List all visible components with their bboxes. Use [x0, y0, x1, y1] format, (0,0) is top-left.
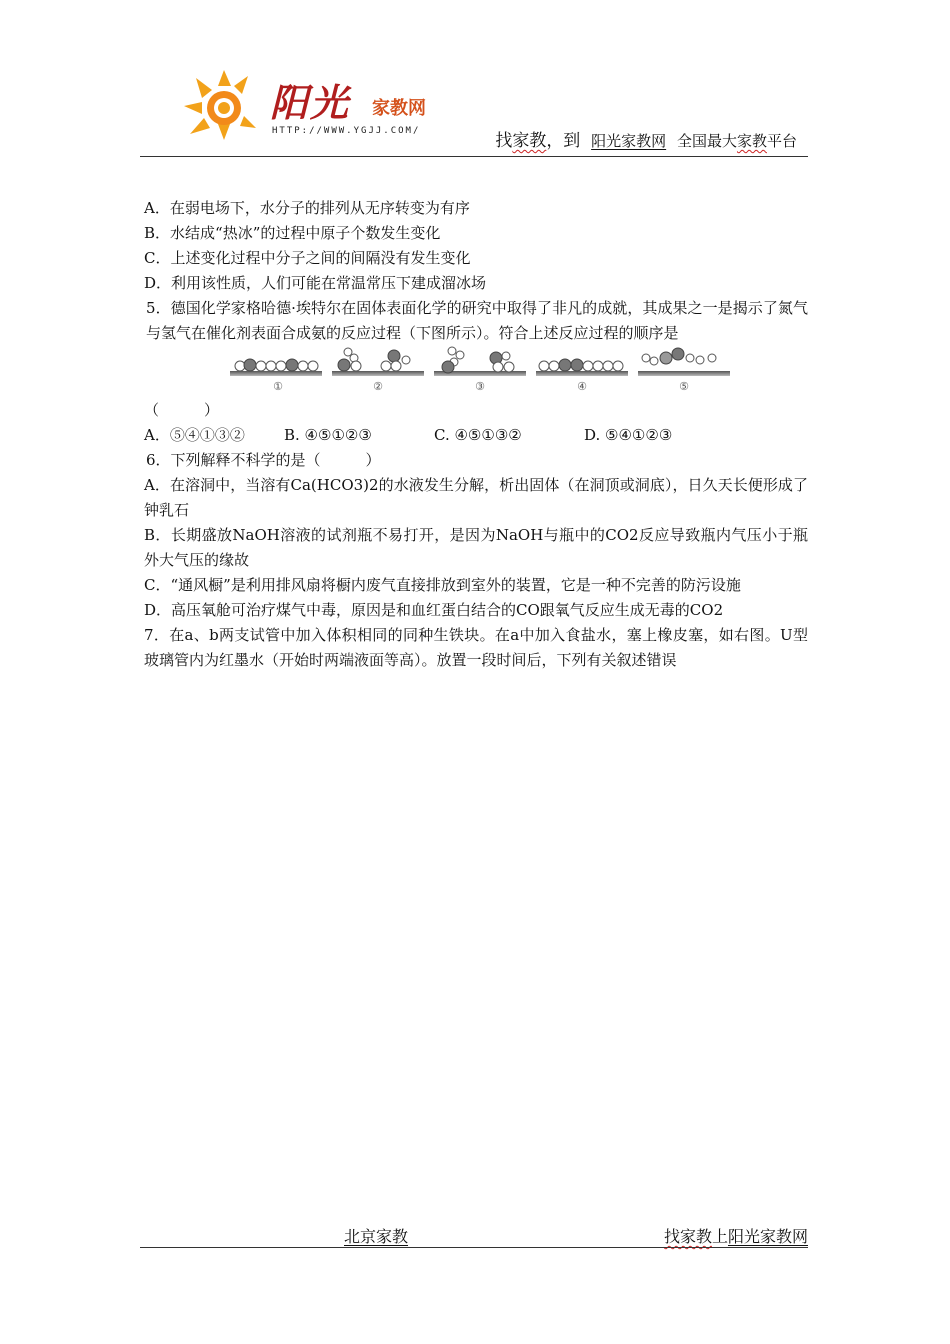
footer-site-link[interactable]: 阳光家教网: [727, 1227, 808, 1246]
reaction-diagram: [226, 346, 746, 398]
footer-part: 上: [711, 1227, 728, 1246]
figure-label-4: ④: [577, 380, 587, 393]
q5-answer-bracket: （ ）: [144, 401, 220, 419]
q6-option-d: D．高压氧舱可治疗煤气中毒，原因是和血红蛋白结合的CO跟氧气反应生成无毒的CO2: [144, 601, 724, 619]
header-divider: [140, 156, 808, 157]
site-url: HTTP://WWW.YGJJ.COM/: [272, 126, 421, 136]
footer-part: 找家教: [663, 1227, 712, 1246]
figure-panel-4: [536, 359, 628, 393]
footer-right-text: [664, 1224, 808, 1247]
q4-option-b: B．水结成“热冰”的过程中原子个数发生变化: [144, 224, 441, 242]
header-slogan: [495, 126, 797, 151]
q7-stem: 7．在a、b两支试管中加入体积相同的同种生铁块。在a中加入食盐水，塞上橡皮塞，如右图。U型玻璃管内为红墨水（开始时两端液面等高）。放置一段时间后，下列有关叙述错误: [144, 626, 808, 669]
q4-option-d: D．利用该性质，人们可能在常温常压下建成溜冰场: [144, 274, 487, 292]
slogan-part: 家教: [736, 132, 767, 150]
page-footer: [140, 1224, 808, 1248]
footer-beijing-link[interactable]: 北京家教: [344, 1227, 409, 1246]
page-header: [140, 60, 805, 158]
reaction-figure: [144, 346, 808, 398]
figure-panel-3: [434, 347, 526, 393]
q5-stem: 5．德国化学家格哈德·埃特尔在固体表面化学的研究中取得了非凡的成就，其成果之一是揭示了氮气与氢气在催化剂表面合成氨的反应过程（下图所示）。符合上述反应过程的顺序是: [146, 299, 808, 342]
figure-label-3: ③: [475, 380, 485, 393]
q6-option-b: B．长期盛放NaOH溶液的试剂瓶不易打开，是因为NaOH与瓶中的CO2反应导致瓶内气压小于瓶外大气压的缘故: [144, 526, 808, 569]
slogan-site-link[interactable]: 阳光家教网: [591, 132, 667, 150]
brand-subtitle: 家教网: [372, 98, 426, 119]
figure-label-1: ①: [273, 380, 283, 393]
figure-label-2: ②: [373, 380, 383, 393]
figure-panel-2: [332, 348, 424, 393]
q4-option-a: A．在弱电场下，水分子的排列从无序转变为有序: [144, 199, 470, 217]
q6-option-a: A．在溶洞中，当溶有Ca(HCO3)2的水液发生分解，析出固体（在洞顶或洞底），日久天长便形成了钟乳石: [144, 476, 808, 519]
q5-option-d: D. ⑤④①②③: [584, 426, 673, 444]
footer-divider: [140, 1247, 808, 1248]
figure-label-5: ⑤: [679, 380, 689, 393]
slogan-part: 全国最大: [676, 132, 737, 150]
q5-option-a: A．⑤④①③②: [144, 426, 245, 444]
figure-panel-1: [230, 359, 322, 393]
slogan-part: 家教: [512, 131, 547, 151]
brand-name: 阳光: [270, 80, 351, 125]
site-logo[interactable]: [184, 68, 454, 142]
sun-icon: [184, 68, 268, 142]
slogan-part: 找: [495, 131, 513, 151]
document-body: [144, 196, 808, 673]
slogan-part: ，到: [546, 131, 581, 151]
q6-option-c: C．“通风橱”是利用排风扇将橱内废气直接排放到室外的装置，它是一种不完善的防污设施: [144, 576, 741, 594]
q4-option-c: C．上述变化过程中分子之间的间隔没有发生变化: [144, 249, 471, 267]
q6-stem: 6．下列解释不科学的是（ ）: [146, 451, 381, 469]
q5-option-c: C. ④⑤①③②: [434, 426, 522, 444]
q5-options: [144, 423, 808, 448]
slogan-part: 平台: [766, 132, 797, 150]
figure-panel-5: [638, 348, 730, 393]
q5-option-b: B. ④⑤①②③: [284, 426, 372, 444]
